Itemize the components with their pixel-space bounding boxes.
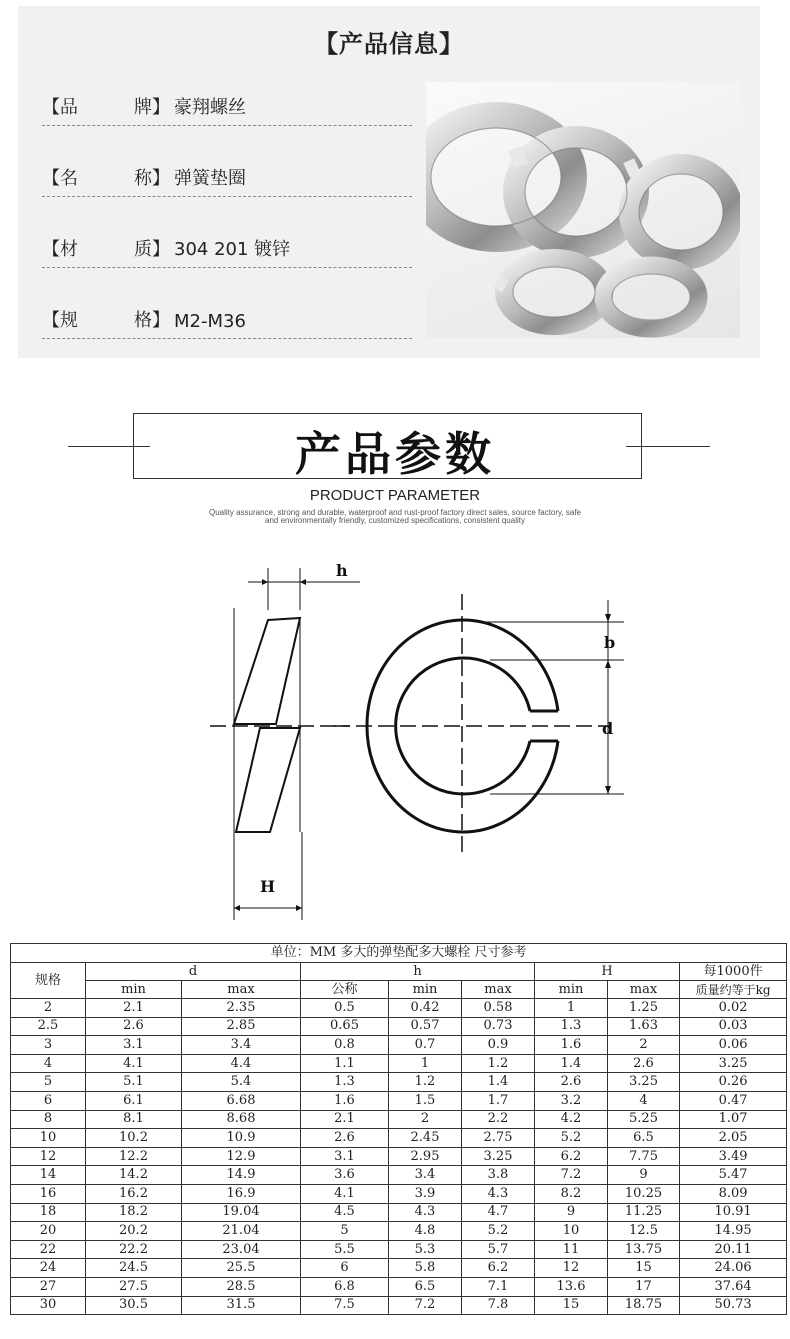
table-cell: 3.2: [535, 1091, 608, 1110]
table-cell: 1.5: [389, 1091, 462, 1110]
table-cell: 0.5: [301, 999, 389, 1018]
table-cell: 4.1: [301, 1184, 389, 1203]
table-cell: 11: [535, 1240, 608, 1259]
info-label-brand: 【品 牌】: [42, 97, 170, 118]
table-cell: 2.2: [462, 1110, 535, 1129]
table-cell: 1.6: [301, 1091, 389, 1110]
table-cell: 3: [11, 1036, 86, 1055]
spring-washers-image: [426, 82, 740, 338]
table-cell: 5.2: [462, 1222, 535, 1241]
table-cell: 6.5: [608, 1129, 680, 1148]
table-cell: 0.7: [389, 1036, 462, 1055]
table-cell: 19.04: [182, 1203, 301, 1222]
header-d-max: max: [182, 981, 301, 999]
table-caption: 单位：MM 多大的弹垫配多大螺栓 尺寸参考: [11, 944, 787, 963]
table-cell: 10: [11, 1129, 86, 1148]
table-cell: 4.2: [535, 1110, 608, 1129]
table-cell: 4.7: [462, 1203, 535, 1222]
header-h-nominal: 公称: [301, 981, 389, 999]
table-cell: 6: [301, 1259, 389, 1278]
table-cell: 13.6: [535, 1277, 608, 1296]
header-h-min: min: [389, 981, 462, 999]
header-weight-top: 每1000件: [680, 963, 787, 981]
table-cell: 2.1: [301, 1110, 389, 1129]
info-row-brand: [42, 90, 412, 126]
table-cell: 14.2: [86, 1166, 182, 1185]
table-row: [11, 1222, 787, 1241]
table-cell: 8.1: [86, 1110, 182, 1129]
table-cell: 25.5: [182, 1259, 301, 1278]
table-cell: 5.1: [86, 1073, 182, 1092]
table-cell: 0.65: [301, 1017, 389, 1036]
table-row: [11, 1259, 787, 1278]
table-cell: 1.25: [608, 999, 680, 1018]
table-cell: 12.5: [608, 1222, 680, 1241]
table-cell: 6.1: [86, 1091, 182, 1110]
table-cell: 16.9: [182, 1184, 301, 1203]
size-reference-table: [10, 943, 787, 1315]
product-photo: [426, 82, 740, 338]
table-row: [11, 1129, 787, 1148]
table-row: [11, 1184, 787, 1203]
table-cell: 10.91: [680, 1203, 787, 1222]
table-cell: 4.3: [389, 1203, 462, 1222]
header-d: d: [86, 963, 301, 981]
header-h: h: [301, 963, 535, 981]
table-cell: 0.02: [680, 999, 787, 1018]
table-cell: 8: [11, 1110, 86, 1129]
table-cell: 0.42: [389, 999, 462, 1018]
table-cell: 3.25: [680, 1054, 787, 1073]
table-cell: 24.5: [86, 1259, 182, 1278]
table-cell: 14: [11, 1166, 86, 1185]
table-cell: 6.8: [301, 1277, 389, 1296]
table-cell: 0.26: [680, 1073, 787, 1092]
table-cell: 24.06: [680, 1259, 787, 1278]
table-cell: 6.2: [535, 1147, 608, 1166]
table-cell: 14.9: [182, 1166, 301, 1185]
table-cell: 3.25: [462, 1147, 535, 1166]
table-cell: 0.03: [680, 1017, 787, 1036]
info-value-spec: M2-M36: [174, 311, 246, 332]
table-cell: 7.8: [462, 1296, 535, 1315]
table-cell: 0.57: [389, 1017, 462, 1036]
table-cell: 0.06: [680, 1036, 787, 1055]
table-cell: 5.47: [680, 1166, 787, 1185]
table-cell: 12: [11, 1147, 86, 1166]
table-cell: 2.85: [182, 1017, 301, 1036]
table-cell: 0.58: [462, 999, 535, 1018]
table-cell: 37.64: [680, 1277, 787, 1296]
table-cell: 16: [11, 1184, 86, 1203]
table-cell: 22: [11, 1240, 86, 1259]
table-cell: 2.45: [389, 1129, 462, 1148]
table-cell: 15: [608, 1259, 680, 1278]
table-cell: 12: [535, 1259, 608, 1278]
table-cell: 1.07: [680, 1110, 787, 1129]
table-row: [11, 1277, 787, 1296]
label-h: h: [336, 561, 348, 580]
parameter-title: 产品参数: [295, 427, 495, 481]
table-cell: 10.2: [86, 1129, 182, 1148]
table-cell: 30.5: [86, 1296, 182, 1315]
table-row: [11, 999, 787, 1018]
table-row: [11, 1017, 787, 1036]
table-cell: 5.4: [182, 1073, 301, 1092]
info-label-material: 【材 质】: [42, 239, 170, 260]
table-cell: 1.7: [462, 1091, 535, 1110]
parameter-description: Quality assurance, strong and durable, waterproof and rust-proof factory direct sales, source factory, safe and environmentally friendly, customized specifications, consistent quality: [208, 508, 582, 525]
table-cell: 1.6: [535, 1036, 608, 1055]
table-cell: 31.5: [182, 1296, 301, 1315]
table-cell: 3.1: [301, 1147, 389, 1166]
info-row-material: [42, 232, 412, 268]
table-cell: 30: [11, 1296, 86, 1315]
info-row-name: [42, 161, 412, 197]
table-cell: 3.1: [86, 1036, 182, 1055]
table-cell: 5.7: [462, 1240, 535, 1259]
table-cell: 3.4: [182, 1036, 301, 1055]
header-H-max: max: [608, 981, 680, 999]
table-row: [11, 1240, 787, 1259]
table-cell: 1.4: [535, 1054, 608, 1073]
table-row: [11, 1147, 787, 1166]
table-cell: 1.3: [535, 1017, 608, 1036]
table-cell: 0.8: [301, 1036, 389, 1055]
table-cell: 12.9: [182, 1147, 301, 1166]
table-cell: 27: [11, 1277, 86, 1296]
table-cell: 8.09: [680, 1184, 787, 1203]
table-cell: 27.5: [86, 1277, 182, 1296]
table-cell: 16.2: [86, 1184, 182, 1203]
info-value-name: 弹簧垫圈: [174, 168, 246, 189]
table-cell: 2.6: [301, 1129, 389, 1148]
table-cell: 1.3: [301, 1073, 389, 1092]
table-cell: 6.2: [462, 1259, 535, 1278]
table-cell: 2: [11, 999, 86, 1018]
table-cell: 6.68: [182, 1091, 301, 1110]
table-cell: 20: [11, 1222, 86, 1241]
table-body: [11, 999, 787, 1315]
table-cell: 1.2: [389, 1073, 462, 1092]
table-cell: 0.73: [462, 1017, 535, 1036]
table-cell: 1.4: [462, 1073, 535, 1092]
washer-technical-drawing: [200, 556, 640, 926]
table-cell: 24: [11, 1259, 86, 1278]
header-H: H: [535, 963, 680, 981]
table-cell: 2.05: [680, 1129, 787, 1148]
table-cell: 2.6: [86, 1017, 182, 1036]
table-cell: 4: [608, 1091, 680, 1110]
table-row: [11, 1036, 787, 1055]
product-info-panel: [18, 6, 760, 358]
table-cell: 18: [11, 1203, 86, 1222]
table-cell: 1: [389, 1054, 462, 1073]
info-label-name: 【名 称】: [42, 168, 170, 189]
table-cell: 3.8: [462, 1166, 535, 1185]
table-cell: 13.75: [608, 1240, 680, 1259]
table-cell: 1: [535, 999, 608, 1018]
table-row: [11, 1203, 787, 1222]
info-row-spec: [42, 303, 412, 339]
table-cell: 3.6: [301, 1166, 389, 1185]
table-cell: 11.25: [608, 1203, 680, 1222]
table-cell: 6: [11, 1091, 86, 1110]
table-cell: 12.2: [86, 1147, 182, 1166]
table-cell: 2.5: [11, 1017, 86, 1036]
table-cell: 20.2: [86, 1222, 182, 1241]
label-H: H: [260, 877, 276, 896]
table-cell: 3.4: [389, 1166, 462, 1185]
header-h-max: max: [462, 981, 535, 999]
label-d: d: [602, 719, 614, 738]
table-cell: 8.2: [535, 1184, 608, 1203]
table-cell: 5.3: [389, 1240, 462, 1259]
table-cell: 7.2: [535, 1166, 608, 1185]
table-cell: 7.75: [608, 1147, 680, 1166]
table-cell: 5.5: [301, 1240, 389, 1259]
table-cell: 20.11: [680, 1240, 787, 1259]
parameter-subtitle: PRODUCT PARAMETER: [309, 487, 481, 504]
table-cell: 7.1: [462, 1277, 535, 1296]
table-cell: 2.6: [535, 1073, 608, 1092]
info-label-spec: 【规 格】: [42, 310, 170, 331]
table-row: [11, 1296, 787, 1315]
table-cell: 18.75: [608, 1296, 680, 1315]
table-cell: 2.6: [608, 1054, 680, 1073]
table-cell: 1.1: [301, 1054, 389, 1073]
table-cell: 5.8: [389, 1259, 462, 1278]
table-row: [11, 1054, 787, 1073]
table-cell: 28.5: [182, 1277, 301, 1296]
table-cell: 15: [535, 1296, 608, 1315]
table-cell: 6.5: [389, 1277, 462, 1296]
table-cell: 4.1: [86, 1054, 182, 1073]
table-cell: 9: [608, 1166, 680, 1185]
table-cell: 10.9: [182, 1129, 301, 1148]
table-cell: 0.47: [680, 1091, 787, 1110]
table-row: [11, 1073, 787, 1092]
table-cell: 8.68: [182, 1110, 301, 1129]
table-cell: 4.3: [462, 1184, 535, 1203]
table-cell: 3.25: [608, 1073, 680, 1092]
label-b: b: [604, 633, 616, 652]
table-cell: 22.2: [86, 1240, 182, 1259]
table-cell: 10: [535, 1222, 608, 1241]
header-weight: 质量约等于kg: [680, 981, 787, 999]
table-cell: 9: [535, 1203, 608, 1222]
table-cell: 3.9: [389, 1184, 462, 1203]
table-row: [11, 1110, 787, 1129]
table-cell: 3.49: [680, 1147, 787, 1166]
table-cell: 2.35: [182, 999, 301, 1018]
table-cell: 1.63: [608, 1017, 680, 1036]
table-cell: 4: [11, 1054, 86, 1073]
table-cell: 7.5: [301, 1296, 389, 1315]
table-row: [11, 1166, 787, 1185]
header-spec: 规格: [11, 963, 86, 999]
table-cell: 4.4: [182, 1054, 301, 1073]
table-cell: 10.25: [608, 1184, 680, 1203]
product-info-title: 【产品信息】: [314, 30, 464, 58]
header-d-min: min: [86, 981, 182, 999]
table-cell: 14.95: [680, 1222, 787, 1241]
table-cell: 21.04: [182, 1222, 301, 1241]
table-cell: 4.5: [301, 1203, 389, 1222]
table-cell: 0.9: [462, 1036, 535, 1055]
table-cell: 2.95: [389, 1147, 462, 1166]
table-cell: 50.73: [680, 1296, 787, 1315]
header-H-min: min: [535, 981, 608, 999]
table-cell: 5.25: [608, 1110, 680, 1129]
table-cell: 2.1: [86, 999, 182, 1018]
table-cell: 5: [301, 1222, 389, 1241]
info-value-material: 304 201 镀锌: [174, 239, 291, 260]
table-cell: 23.04: [182, 1240, 301, 1259]
table-row: [11, 1091, 787, 1110]
table-cell: 2.75: [462, 1129, 535, 1148]
table-cell: 1.2: [462, 1054, 535, 1073]
table-cell: 5.2: [535, 1129, 608, 1148]
table-cell: 7.2: [389, 1296, 462, 1315]
table-cell: 2: [608, 1036, 680, 1055]
table-cell: 17: [608, 1277, 680, 1296]
table-cell: 18.2: [86, 1203, 182, 1222]
table-cell: 2: [389, 1110, 462, 1129]
table-cell: 4.8: [389, 1222, 462, 1241]
table-cell: 5: [11, 1073, 86, 1092]
info-value-brand: 豪翔螺丝: [174, 97, 246, 118]
